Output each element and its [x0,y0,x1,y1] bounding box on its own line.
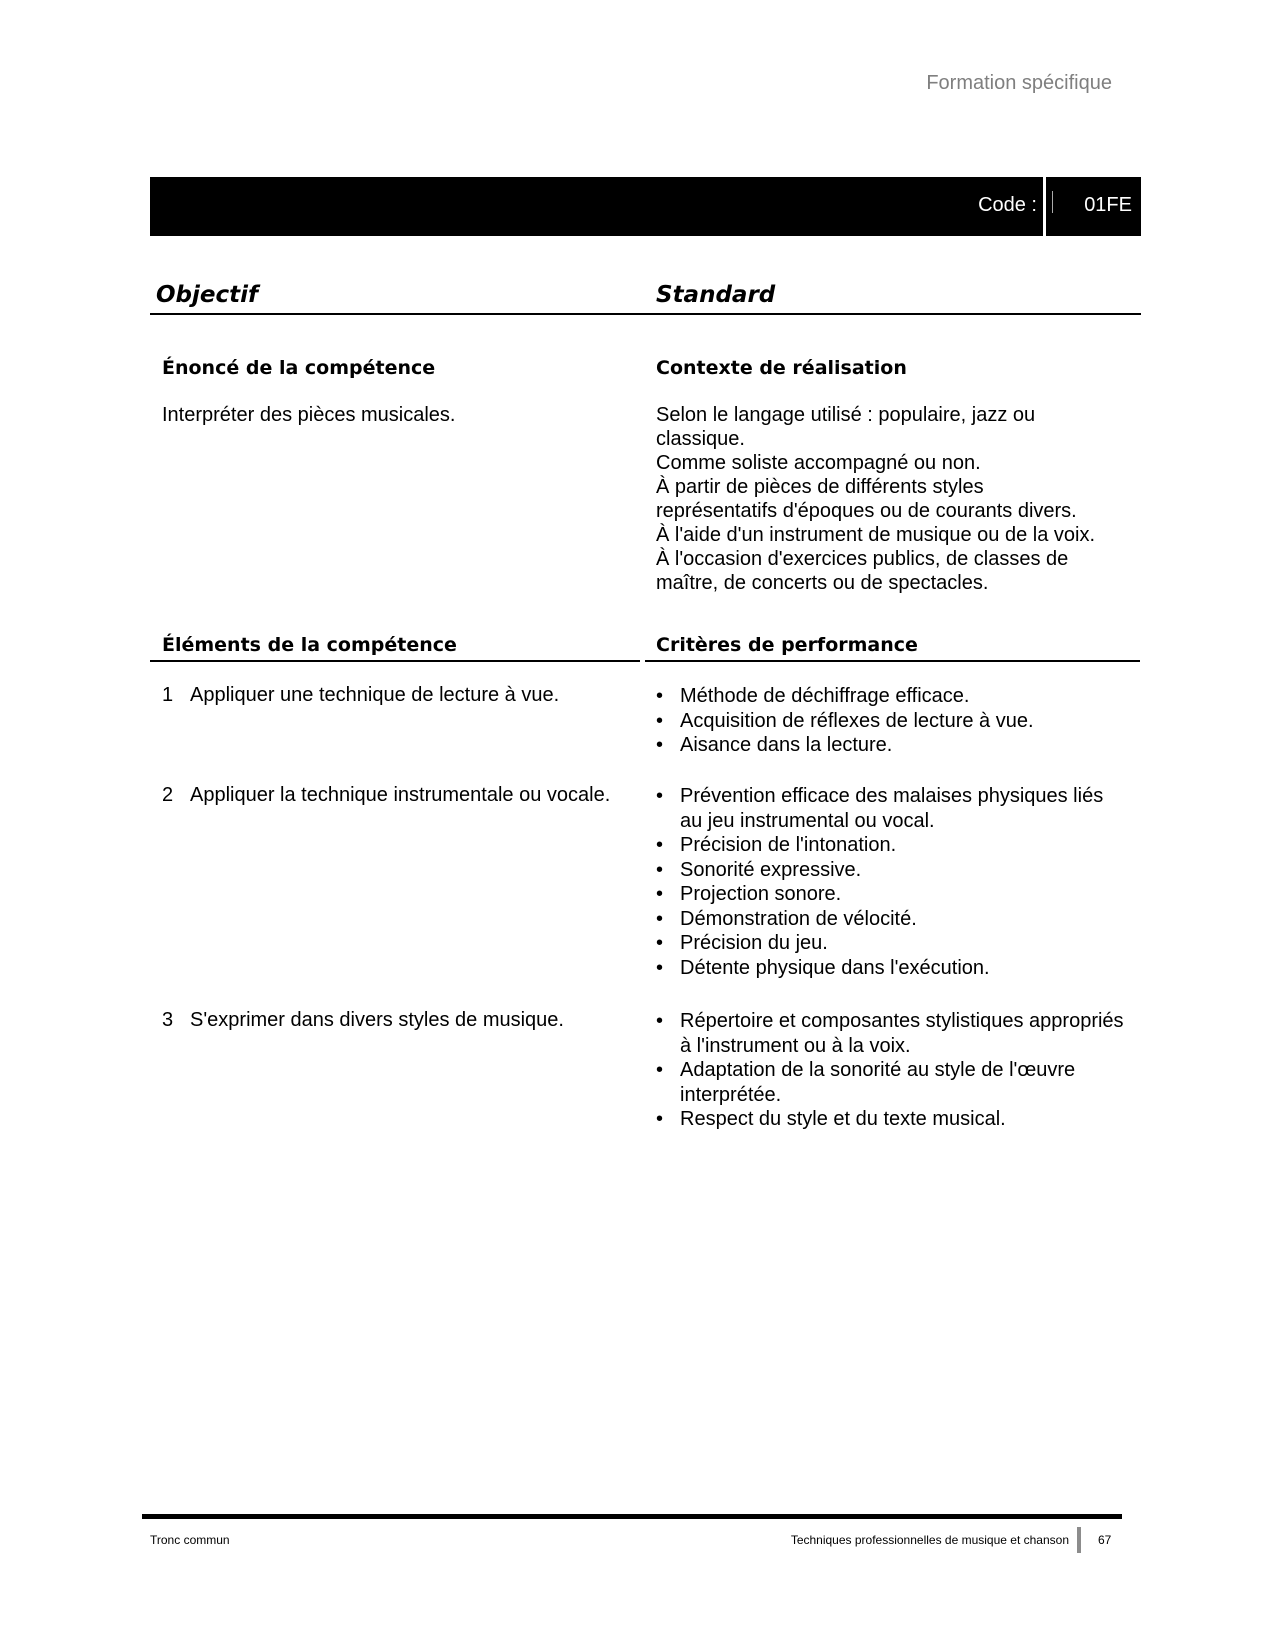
context-line: À l'aide d'un instrument de musique ou de la voix. [656,524,1096,546]
element-number: 3 [162,1009,174,1031]
criterion-item: • Détente physique dans l'exécution. [656,956,1126,981]
criterion-item: • Projection sonore. [656,882,1126,907]
criteria-list-1 [656,684,1126,758]
criterion-item: • Précision du jeu. [656,931,1126,956]
code-divider-thin [1052,191,1053,213]
criteria-list-3 [656,1009,1126,1132]
criterion-item: • Respect du style et du texte musical. [656,1107,1126,1132]
elements-heading-rule [150,660,640,662]
code-divider [1043,177,1046,236]
criteria-heading: Critères de performance [656,634,918,656]
element-item-1 [162,683,559,707]
code-value: 01FE [1084,194,1132,216]
footer-divider [1077,1527,1081,1553]
footer-rule [142,1514,1122,1519]
page-number: 67 [1098,1533,1112,1547]
competence-statement: Interpréter des pièces musicales. [162,404,456,426]
context-line: Comme soliste accompagné ou non. [656,452,981,474]
context-block [656,403,1095,595]
criterion-item: • Adaptation de la sonorité au style de l'œuvre interprétée. [656,1058,1126,1107]
element-text: Appliquer la technique instrumentale ou vocale. [190,784,611,806]
elements-heading: Éléments de la compétence [162,634,457,656]
element-number: 1 [162,684,174,706]
column-title-standard: Standard [656,282,776,308]
column-title-objectif: Objectif [156,282,259,308]
element-text: Appliquer une technique de lecture à vue. [190,684,560,706]
element-number: 2 [162,784,174,806]
element-text: S'exprimer dans divers styles de musique. [190,1009,564,1031]
footer-left-text: Tronc commun [150,1533,230,1547]
criterion-item: • Acquisition de réflexes de lecture à vue. [656,709,1126,734]
criterion-item: • Précision de l'intonation. [656,833,1126,858]
criterion-item: • Démonstration de vélocité. [656,907,1126,932]
criterion-item: • Méthode de déchiffrage efficace. [656,684,1126,709]
context-line: maître, de concerts ou de spectacles. [656,572,989,594]
criterion-item: • Sonorité expressive. [656,858,1126,883]
code-bar [150,177,1141,236]
context-line: Selon le langage utilisé : populaire, jazz ou [656,404,1036,426]
element-item-3 [162,1008,564,1032]
context-line: classique. [656,428,745,450]
context-heading: Contexte de réalisation [656,357,907,379]
criterion-item: • Répertoire et composantes stylistiques appropriés à l'instrument ou à la voix. [656,1009,1126,1058]
column-header-rule [150,313,1141,315]
code-label: Code : [978,194,1037,216]
criteria-list-2 [656,784,1126,980]
competence-heading: Énoncé de la compétence [162,357,436,379]
context-line: représentatifs d'époques ou de courants divers. [656,500,1077,522]
footer-document-title: Techniques professionnelles de musique et chanson [790,1533,1069,1547]
criterion-item: • Prévention efficace des malaises physiques liés au jeu instrumental ou vocal. [656,784,1126,833]
criteria-heading-rule [645,660,1140,662]
context-line: À partir de pièces de différents styles [656,476,984,498]
criterion-item: • Aisance dans la lecture. [656,733,1126,758]
context-line: À l'occasion d'exercices publics, de classes de [656,548,1069,570]
element-item-2 [162,783,610,807]
running-header-title: Formation spécifique [926,72,1112,94]
